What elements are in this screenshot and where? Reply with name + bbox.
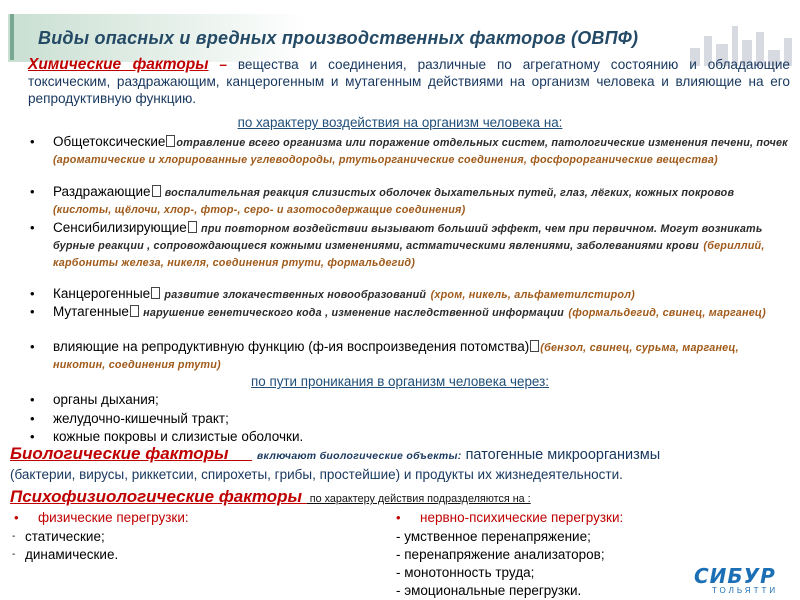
item-description: нарушение генетического кода , изменение наследственной информации (139, 307, 564, 319)
physical-overload-label: физические перегрузки: (38, 510, 189, 525)
path-label: кожные покровы и слизистые оболочки. (53, 429, 304, 444)
item-title: Общетоксические (53, 134, 166, 149)
item-description: отравление всего организма или поражение отдельных систем, патологические изменения печени, почек (176, 137, 788, 149)
chemical-heading: Химические факторы (28, 56, 209, 73)
arrow-icon (188, 221, 197, 233)
neuro-item: - монотонность труда; (396, 565, 535, 580)
bullet-icon: • (30, 339, 35, 354)
item-title: Мутагенные (53, 304, 129, 319)
bullet-icon: • (14, 510, 19, 525)
item-examples: (бензол, свинец, сурьма, марганец, никотин, соединения ртути) (53, 342, 739, 371)
logo-word: СИБУР (694, 564, 776, 588)
chemical-definition (28, 56, 790, 107)
bullet-icon: • (30, 220, 35, 235)
header-accent-bar (10, 14, 14, 60)
item-examples: (кислоты, щёлочи, хлор-, фтор-, серо- и азотосодержащие соединения) (53, 204, 466, 216)
arrow-icon (152, 185, 161, 197)
item-examples: (формальдегид, свинец, марганец) (568, 307, 766, 319)
item-description: при повторном воздействии вызывают больший эффект, чем при первичном. Могут возникать бурные реакции , сопровождающиеся кожными изменениями, астматическими явлениями, заболеваниями крови (53, 223, 763, 252)
physical-item: динамические. (25, 547, 119, 562)
neuro-item: - перенапряжение анализаторов; (396, 547, 605, 562)
physical-item: статические; (25, 529, 105, 544)
chemical-dash: – (208, 57, 227, 72)
psycho-heading-text: Психофизиологические факторы (10, 487, 303, 506)
chemical-definition-text: вещества и соединения, различные по агрегатному состоянию и обладающие токсическим, раздражающим, канцерогенным и мутагенным действиями на организм человека и влияющие на его репродуктивную функцию. (28, 57, 790, 106)
biological-lead: включают биологические объекты: (256, 450, 462, 462)
item-title: Раздражающие (53, 184, 151, 199)
bullet-icon: • (30, 184, 35, 199)
logo-subtitle: ТОЛЬЯТТИ (712, 586, 779, 595)
bullet-icon: • (30, 134, 35, 149)
biological-text-line1: патогенные микроорганизмы (461, 447, 661, 463)
bullet-icon: • (30, 429, 35, 444)
bullet-icon: • (30, 304, 35, 319)
item-description: развитие злокачественных новообразований (161, 289, 427, 301)
arrow-icon (130, 305, 139, 317)
bullet-icon: • (30, 411, 35, 426)
biological-heading (10, 444, 660, 464)
bullet-icon: • (30, 286, 35, 301)
item-examples: (хром, никель, альфаметилстирол) (430, 289, 635, 301)
neuro-overload-label: нервно-психические перегрузки: (420, 510, 624, 525)
dash-marker: - (12, 531, 16, 542)
neuro-item: - эмоциональные перегрузки. (396, 583, 582, 598)
item-examples: (ароматические и хлорированные углеводороды, ртутьорганические соединения, фосфорорганические вещества) (53, 154, 718, 166)
arrow-icon (530, 340, 539, 352)
psycho-heading (10, 487, 531, 507)
subhead-effect: по характеру воздействия на организм человека на: (237, 115, 563, 130)
item-description: воспалительная реакция слизистых оболочек дыхательных путей, глаз, лёгких, кожных покровов (161, 187, 735, 199)
item-title: Канцерогенные (53, 286, 151, 301)
sibur-logo (690, 564, 790, 598)
dash-marker: - (12, 549, 16, 560)
path-label: органы дыхания; (53, 392, 159, 407)
psycho-lead: по характеру действия подразделяются на : (306, 493, 531, 505)
page-title: Виды опасных и вредных производственных факторов (ОВПФ) (38, 28, 639, 48)
bullet-icon: • (396, 510, 401, 525)
bullet-icon: • (30, 392, 35, 407)
item-examples: (бериллий, карбониты железа, никеля, соединения ртути, формальдегид) (53, 240, 765, 269)
biological-heading-text: Биологические факторы (10, 444, 229, 463)
item-title: Сенсибилизирующие (53, 220, 187, 235)
neuro-item: - умственное перенапряжение; (396, 529, 591, 544)
arrow-icon (151, 287, 160, 299)
biological-text-line2: (бактерии, вирусы, риккетсии, спирохеты, грибы, простейшие) и продукты их жизнедеятельности. (10, 467, 623, 482)
item-title: влияющие на репродуктивную функцию (ф-ия воспроизведения потомства) (53, 339, 530, 354)
path-label: желудочно-кишечный тракт; (53, 411, 229, 426)
arrow-icon (166, 135, 175, 147)
subhead-path: по пути проникания в организм человека через: (251, 374, 549, 389)
